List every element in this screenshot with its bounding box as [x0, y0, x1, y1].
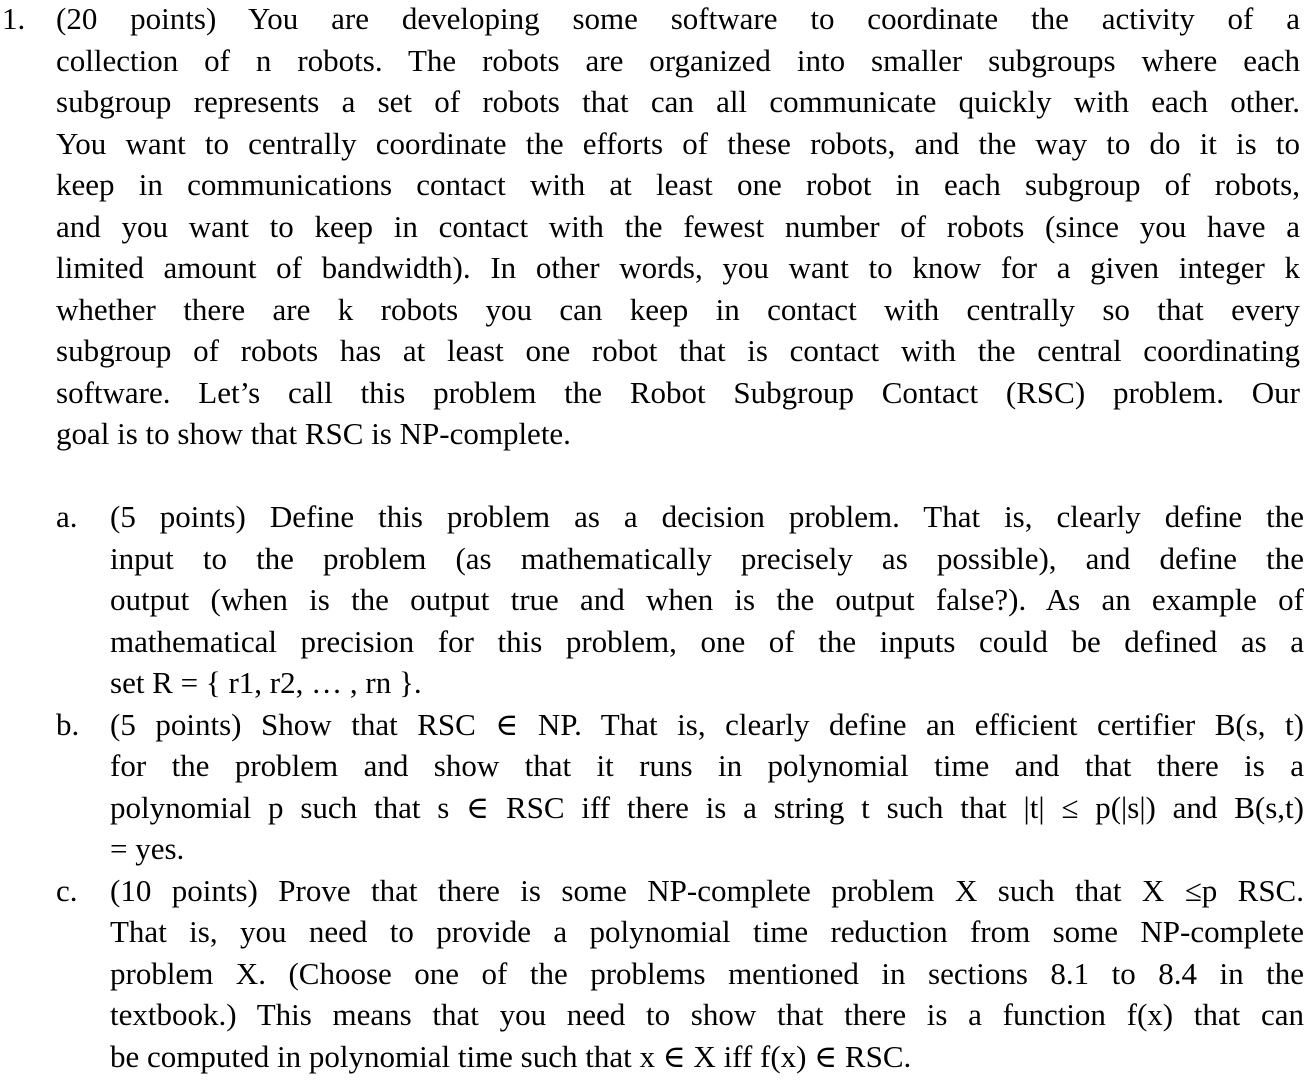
question-number: 1.	[2, 1, 26, 36]
part-line: polynomial p such that s ∈ RSC iff there is a string t such that |t| ≤ p(|s|) and B(s,t)	[110, 789, 1304, 825]
part-c	[56, 870, 1304, 1078]
part-label: a.	[56, 499, 78, 534]
question-line: collection of n robots. The robots are organized into smaller subgroups where each	[56, 42, 1300, 78]
question-line: subgroup represents a set of robots that can all communicate quickly with each other.	[56, 84, 1300, 119]
part-line: That is, you need to provide a polynomial time reduction from some NP-complete	[110, 914, 1304, 949]
question-parts	[56, 496, 1304, 1077]
part-line: (10 points) Prove that there is some NP-complete problem X such that X ≤p RSC.	[110, 872, 1304, 908]
part-line: output (when is the output true and when is the output false?). As an example of	[110, 582, 1304, 617]
part-line: input to the problem (as mathematically precisely as possible), and define the	[110, 540, 1304, 576]
part-text	[110, 870, 1304, 1078]
part-line: for the problem and show that it runs in polynomial time and that there is a	[110, 748, 1304, 783]
question-line: goal is to show that RSC is NP-complete.	[56, 416, 571, 451]
question-line: and you want to keep in contact with the fewest number of robots (since you have a	[56, 208, 1300, 244]
part-line: set R = { r1, r2, … , rn }.	[110, 665, 422, 700]
part-line: problem X. (Choose one of the problems mentioned in sections 8.1 to 8.4 in the	[110, 955, 1304, 991]
question-body	[56, 0, 1300, 455]
part-line: = yes.	[110, 831, 185, 866]
question-line: limited amount of bandwidth). In other words, you want to know for a given integer k	[56, 250, 1300, 285]
part-line: (5 points) Show that RSC ∈ NP. That is, clearly define an efficient certifier B(s, t)	[110, 706, 1304, 742]
part-line: be computed in polynomial time such that x ∈ X iff f(x) ∈ RSC.	[110, 1038, 912, 1074]
part-label: c.	[56, 872, 78, 908]
question-line: keep in communications contact with at least one robot in each subgroup of robots,	[56, 167, 1300, 202]
question-line: You want to centrally coordinate the efforts of these robots, and the way to do it is to	[56, 125, 1300, 161]
part-text	[110, 704, 1304, 870]
question-line: software. Let’s call this problem the Robot Subgroup Contact (RSC) problem. Our	[56, 374, 1300, 410]
part-text	[110, 496, 1304, 704]
question-line: whether there are k robots you can keep in contact with centrally so that every	[56, 291, 1300, 327]
part-a	[56, 496, 1304, 704]
part-line: mathematical precision for this problem, one of the inputs could be defined as a	[110, 623, 1304, 659]
question-line: subgroup of robots has at least one robot that is contact with the central coordinating	[56, 333, 1300, 368]
question-line: (20 points) You are developing some software to coordinate the activity of a	[56, 1, 1300, 36]
part-b	[56, 704, 1304, 870]
part-line: (5 points) Define this problem as a decision problem. That is, clearly define the	[110, 499, 1304, 534]
part-line: textbook.) This means that you need to show that there is a function f(x) that can	[110, 997, 1304, 1032]
part-label: b.	[56, 706, 80, 742]
